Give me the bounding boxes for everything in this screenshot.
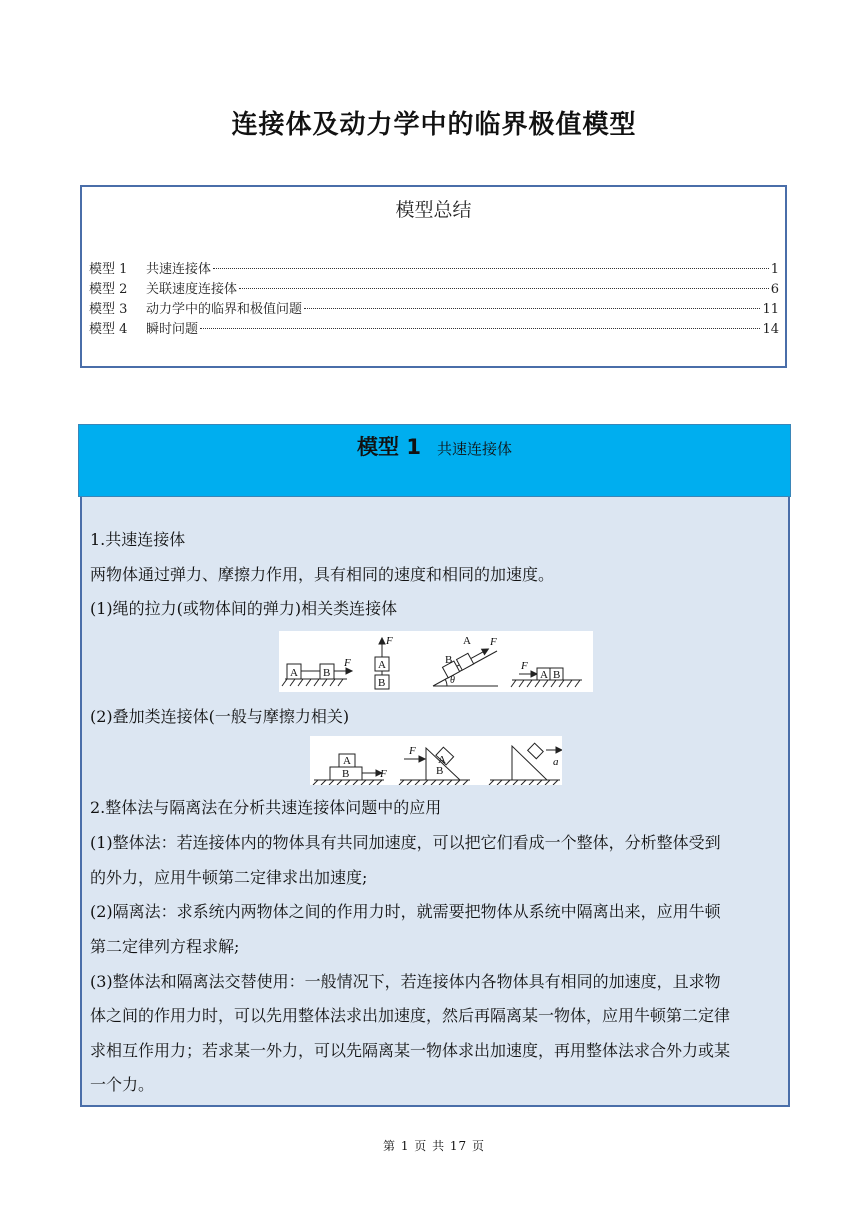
figure-stacked-bodies [310, 736, 562, 785]
label-force-f: F [490, 636, 497, 648]
paragraph-text: (1)整体法：若连接体内的物体具有共同加速度，可以把它们看成一个整体，分析整体受到 [90, 833, 721, 852]
toc-list [89, 260, 779, 340]
toc-leader-dots [304, 308, 760, 309]
label-force-f: F [386, 635, 393, 647]
toc-item-number: 模型 2 [89, 282, 128, 297]
label-block-a: A [290, 667, 298, 679]
toc-item-title: 瞬时问题 [146, 322, 199, 337]
paragraph-text: 一个力。 [90, 1075, 155, 1094]
toc-item-number: 模型 4 [89, 322, 128, 337]
toc-heading: 模型总结 [395, 199, 472, 221]
toc-item-title: 动力学中的临界和极值问题 [146, 302, 303, 317]
paragraph-subheading: (1)绳的拉力(或物体间的弹力)相关类连接体 [90, 599, 398, 618]
paragraph-heading-2: 2.整体法与隔离法在分析共速连接体问题中的应用 [90, 798, 442, 817]
label-block-a: A [343, 755, 351, 767]
paragraph-heading-1: 1.共速连接体 [90, 530, 186, 549]
label-block-b: B [323, 667, 331, 679]
label-acceleration-a: a [553, 756, 559, 768]
toc-item-page: 1 [770, 262, 779, 277]
label-force-f: F [409, 745, 416, 757]
toc-item-number: 模型 3 [89, 302, 128, 317]
label-force-f: F [380, 768, 387, 780]
paragraph-text: 第二定律列方程求解; [90, 937, 240, 956]
label-block-a: A [378, 659, 386, 671]
toc-item-2[interactable] [89, 280, 779, 300]
toc-leader-dots [200, 328, 760, 329]
section-label: 模型 1 [357, 435, 421, 459]
toc-item-title: 共速连接体 [146, 262, 212, 277]
paragraph-text: (3)整体法和隔离法交替使用：一般情况下，若连接体内各物体具有相同的加速度，且求物 [90, 972, 721, 991]
content-panel [80, 497, 790, 1107]
toc-leader-dots [213, 268, 769, 269]
page-title: 连接体及动力学中的临界极值模型 [231, 110, 637, 140]
toc-leader-dots [239, 288, 769, 289]
toc-item-title: 关联速度连接体 [146, 282, 238, 297]
toc-item-3[interactable] [89, 300, 779, 320]
section-banner [78, 424, 791, 497]
paragraph-text: (2)隔离法：求系统内两物体之间的作用力时，就需要把物体从系统中隔离出来，应用牛顿 [90, 902, 721, 921]
paragraph-text: 求相互作用力；若求某一外力，可以先隔离某一物体求出加速度，再用整体法求合外力或某 [90, 1041, 731, 1060]
label-block-b: B [378, 677, 386, 689]
label-force-f: F [344, 657, 351, 669]
label-force-f: F [521, 660, 528, 672]
figure-rope-connected-bodies [279, 631, 593, 692]
paragraph-text: 的外力，应用牛顿第二定律求出加速度; [90, 868, 368, 887]
toc-item-number: 模型 1 [89, 262, 128, 277]
label-block-a: A [438, 754, 446, 766]
paragraph-subheading: (2)叠加类连接体(一般与摩擦力相关) [90, 707, 350, 726]
label-block-b: B [342, 768, 350, 780]
label-angle-theta: θ [450, 675, 455, 686]
label-block-b: B [436, 765, 444, 777]
label-block-a: A [463, 635, 471, 647]
paragraph-text: 体之间的作用力时，可以先用整体法求出加速度，然后再隔离某一物体，应用牛顿第二定律 [90, 1006, 731, 1025]
page-number: 第 1 页 共 17 页 [383, 1139, 485, 1153]
label-block-b: B [445, 654, 453, 666]
label-block-a: A [540, 669, 548, 681]
label-block-b: B [553, 669, 561, 681]
toc-item-page: 6 [770, 282, 779, 297]
toc-box [80, 185, 787, 368]
toc-item-page: 14 [762, 322, 779, 337]
paragraph-text: 两物体通过弹力、摩擦力作用，具有相同的速度和相同的加速度。 [90, 565, 555, 584]
toc-item-1[interactable] [89, 260, 779, 280]
section-subtitle: 共速连接体 [436, 440, 512, 458]
toc-item-4[interactable] [89, 320, 779, 340]
toc-item-page: 11 [762, 302, 779, 317]
